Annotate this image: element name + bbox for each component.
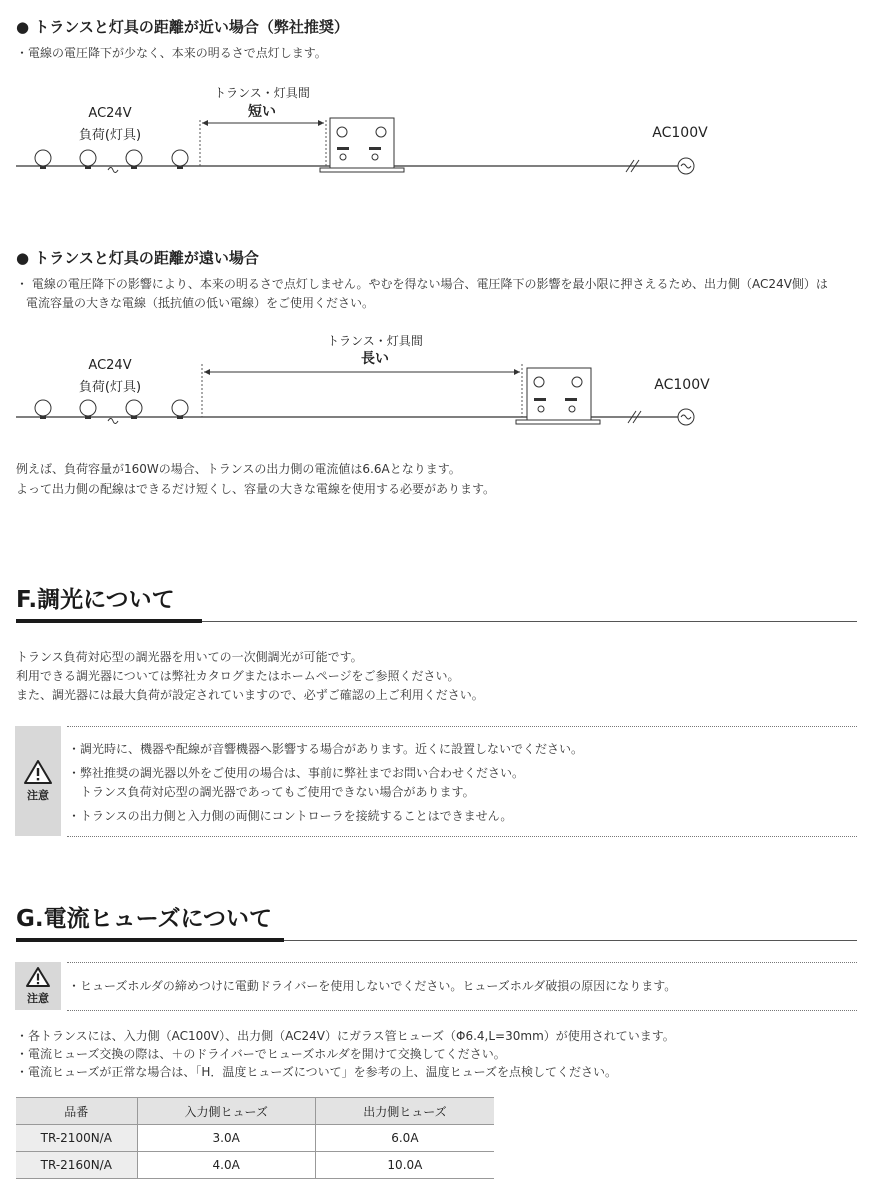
caution-box-f [15,726,61,836]
heading-near: ● トランスと灯具の距離が近い場合（弊社推奨） [16,18,349,36]
section-f-body-3: また、調光器には最大負荷が設定されていますので、必ずご確認の上ご利用ください。 [16,688,484,702]
header-part-number: 品番 [16,1098,137,1125]
caution-f-item-3: トランス負荷対応型の調光器であってもご使用できない場合があります。 [68,785,475,799]
wiring-diagram-near [0,110,873,190]
distance-value-far: 長い [361,351,389,367]
note-far-line2: 電流容量の大きな電線（抵抗値の低い電線）をご使用ください。 [26,296,375,310]
caution-label-g: 注意 [27,992,49,1005]
section-f-body-1: トランス負荷対応型の調光器を用いての一次側調光が可能です。 [16,650,363,664]
example-line1: 例えば、負荷容量が160Wの場合、トランスの出力側の電流値は6.6Aとなります。 [16,462,461,476]
caution-g-item: ・ヒューズホルダの締めつけに電動ドライバーを使用しないでください。ヒューズホルダ破損の原因になります。 [68,979,677,993]
cell-output-fuse: 10.0A [315,1152,494,1179]
caution-label-f: 注意 [27,789,49,802]
input-voltage-far: AC100V [654,377,710,393]
wiring-diagram-far [0,360,873,440]
caution-g-bottom-border [67,1010,857,1011]
fuse-spec-table [16,1097,494,1179]
section-g-body-1: ・各トランスには、入力側（AC100V）、出力側（AC24V）にガラス管ヒューズ（Φ6.4,L=30mm）が使用されています。 [16,1029,675,1043]
warning-icon [23,759,53,785]
caution-f-item-1: ・調光時に、機器や配線が音響機器へ影響する場合があります。近くに設置しないでください。 [68,742,584,756]
load-label-far: 負荷(灯具) [78,380,142,395]
load-label-near: 負荷(灯具) [78,128,142,143]
cell-part-number: TR-2160N/A [16,1152,137,1179]
heading-far: ● トランスと灯具の距離が遠い場合 [16,249,259,267]
section-g-body-3: ・電流ヒューズが正常な場合は、「H．温度ヒューズについて」を参考の上、温度ヒューズを点検してください。 [16,1065,617,1079]
example-line2: よって出力側の配線はできるだけ短くし、容量の大きな電線を使用する必要があります。 [16,482,496,496]
caution-f-item-2: ・弊社推奨の調光器以外をご使用の場合は、事前に弊社までお問い合わせください。 [68,766,525,780]
header-input-fuse: 入力側ヒューズ [137,1098,315,1125]
load-voltage-near: AC24V [88,106,132,121]
distance-caption-near: トランス・灯具間 [214,86,310,100]
note-near: ・電線の電圧降下が少なく、本来の明るさで点灯します。 [16,46,327,60]
table-row [16,1152,494,1179]
table-header-row [16,1098,494,1125]
cell-input-fuse: 4.0A [137,1152,315,1179]
caution-g-top-border [67,962,857,963]
section-g-title: G.電流ヒューズについて [16,906,273,932]
table-row [16,1125,494,1152]
distance-caption-far: トランス・灯具間 [327,334,423,348]
caution-f-bottom-border [67,836,857,837]
section-f-title: F.調光について [16,587,175,613]
caution-f-item-4: ・トランスの出力側と入力側の両側にコントローラを接続することはできません。 [68,809,513,823]
cell-part-number: TR-2100N/A [16,1125,137,1152]
load-voltage-far: AC24V [88,358,132,373]
caution-box-g [15,962,61,1010]
section-f-body-2: 利用できる調光器については弊社カタログまたはホームページをご参照ください。 [16,669,460,683]
warning-icon [25,966,51,988]
section-g-rule-accent [16,938,284,942]
input-voltage-near: AC100V [652,125,708,141]
distance-value-near: 短い [248,104,276,120]
header-output-fuse: 出力側ヒューズ [315,1098,494,1125]
cell-input-fuse: 3.0A [137,1125,315,1152]
cell-output-fuse: 6.0A [315,1125,494,1152]
note-far-line1: ・ 電線の電圧降下の影響により、本来の明るさで点灯しません。やむを得ない場合、電圧降下の影響を最小限に押さえるため、出力側（AC24V側）は [16,277,828,291]
section-g-body-2: ・電流ヒューズ交換の際は、＋のドライバーでヒューズホルダを開けて交換してください。 [16,1047,506,1061]
section-f-rule-accent [16,619,202,623]
caution-f-top-border [67,726,857,727]
